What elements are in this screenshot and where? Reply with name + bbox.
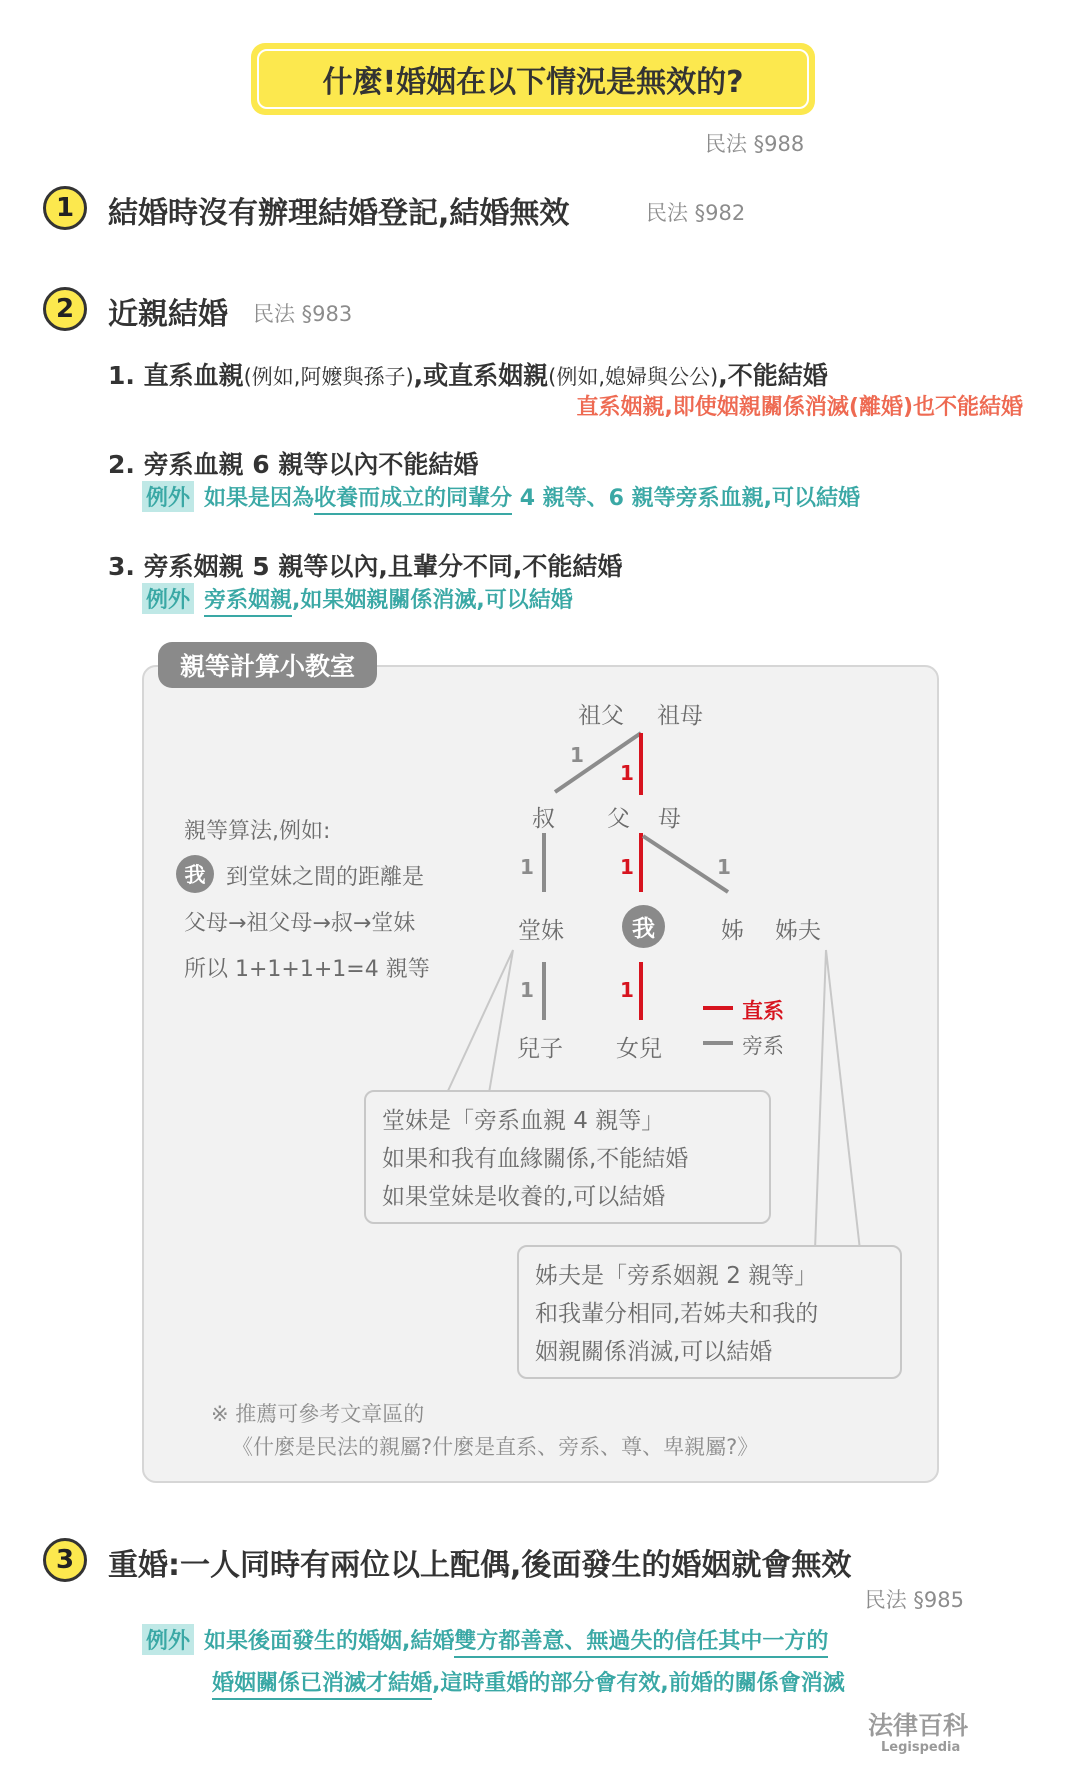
calc-title: 親等算法,例如: — [184, 819, 331, 844]
item-3: 3. 旁系姻親 5 親等以內,且輩分不同,不能結婚 — [108, 552, 623, 581]
exception-tag: 例外 — [142, 583, 194, 614]
tree-me: 我 — [622, 905, 665, 948]
s3-exc-l2a: 婚姻關係已消滅才結婚 — [212, 1671, 432, 1700]
brand-logo: 法律百科 — [868, 1711, 969, 1740]
tree-son: 兒子 — [517, 1036, 563, 1062]
item-2-exc-text-b: 收養而成立的同輩分 — [314, 486, 512, 515]
brand-subtitle: Legispedia — [881, 1740, 961, 1755]
item-3-exc-text-b: ,如果姻親關係消滅,可以結婚 — [292, 588, 573, 613]
note-1-pointer — [447, 950, 513, 1093]
line-parent-sister — [643, 836, 728, 892]
calc-line-3: 父母→祖父母→叔→堂妹 — [184, 911, 416, 936]
deg-grandparent-father: 1 — [620, 761, 634, 785]
section-3-number: 3 — [43, 1538, 87, 1582]
note-cousin-line-1: 堂妹是「旁系血親 4 親等」 — [382, 1108, 665, 1134]
tree-grandfather: 祖父 — [578, 703, 624, 729]
item-1-suffix: ,不能結婚 — [718, 361, 828, 390]
classroom-tab: 親等計算小教室 — [158, 642, 377, 688]
item-2-exc-text-a: 如果是因為 — [204, 486, 315, 511]
legend-collateral-label: 旁系 — [742, 1034, 784, 1058]
item-3-exc-text-a: 旁系姻親 — [204, 588, 292, 617]
item-1-paren-1: (例如,阿嬤與孫子) — [243, 365, 414, 389]
s3-exc-l1a: 如果後面發生的婚姻,結婚 — [204, 1629, 455, 1654]
s3-exc-l2b: ,這時重婚的部分會有效,前婚的關係會消滅 — [432, 1671, 845, 1696]
title-cite: 民法 §988 — [705, 132, 805, 156]
section-3-exception-line-2 — [212, 1666, 845, 1697]
calc-me-badge: 我 — [176, 855, 214, 893]
note-cousin-line-2: 如果和我有血緣關係,不能結婚 — [382, 1146, 689, 1172]
s3-exc-l1b: 雙方都善意、無過失的信任其中一方的 — [454, 1629, 828, 1658]
note-bil-line-2: 和我輩分相同,若姊夫和我的 — [535, 1301, 819, 1327]
deg-grandparent-uncle: 1 — [570, 743, 584, 767]
tree-cousin: 堂妹 — [518, 918, 564, 944]
item-1-prefix: 1. 直系血親 — [108, 361, 244, 390]
deg-cousin-son: 1 — [520, 978, 534, 1002]
calc-line-2: 到堂妹之間的距離是 — [226, 865, 425, 890]
deg-uncle-cousin: 1 — [520, 855, 534, 879]
calc-line-4: 所以 1+1+1+1=4 親等 — [184, 957, 430, 982]
section-1-cite: 民法 §982 — [646, 201, 746, 225]
section-2-number: 2 — [43, 287, 87, 331]
deg-parent-me: 1 — [620, 855, 634, 879]
tree-brother-in-law: 姊夫 — [775, 918, 821, 944]
section-3-exception-line-1 — [142, 1624, 828, 1655]
tree-mother: 母 — [658, 806, 681, 832]
note-2-pointer — [815, 950, 860, 1250]
section-2-heading: 近親結婚 — [108, 297, 228, 332]
legend-direct-label: 直系 — [742, 999, 784, 1023]
reference-article-link[interactable]: 《什麼是民法的親屬?什麼是直系、旁系、尊、卑親屬?》 — [232, 1435, 759, 1459]
section-3-heading: 重婚:一人同時有兩位以上配偶,後面發生的婚姻就會無效 — [108, 1548, 852, 1583]
note-cousin-line-3: 如果堂妹是收養的,可以結婚 — [382, 1184, 666, 1210]
page-title: 什麼!婚姻在以下情況是無效的? — [257, 49, 809, 109]
item-1-note: 直系姻親,即使姻親關係消滅(離婚)也不能結婚 — [576, 395, 1023, 420]
note-cousin — [364, 1090, 771, 1224]
section-3-cite: 民法 §985 — [864, 1588, 964, 1612]
item-1-paren-2: (例如,媳婦與公公) — [548, 365, 719, 389]
exception-tag: 例外 — [142, 1624, 194, 1655]
exception-tag: 例外 — [142, 481, 194, 512]
note-brother-in-law — [517, 1245, 902, 1379]
section-2-cite: 民法 §983 — [253, 302, 353, 326]
tree-father: 父 — [607, 806, 630, 832]
item-1-mid: ,或直系姻親 — [413, 361, 549, 390]
tree-sister: 姊 — [721, 918, 744, 944]
section-1-heading: 結婚時沒有辦理結婚登記,結婚無效 — [108, 196, 570, 231]
item-2-exc-text-c: 4 親等、6 親等旁系血親,可以結婚 — [512, 486, 860, 511]
deg-parent-sister: 1 — [717, 855, 731, 879]
tree-daughter: 女兒 — [616, 1036, 662, 1062]
reference-intro: ※ 推薦可參考文章區的 — [211, 1402, 425, 1426]
item-2: 2. 旁系血親 6 親等以內不能結婚 — [108, 450, 479, 479]
section-1-number: 1 — [43, 186, 87, 230]
tree-grandmother: 祖母 — [657, 703, 703, 729]
deg-me-daughter: 1 — [620, 978, 634, 1002]
note-bil-line-3: 姻親關係消滅,可以結婚 — [535, 1339, 773, 1365]
note-bil-line-1: 姊夫是「旁系姻親 2 親等」 — [535, 1263, 818, 1289]
tree-uncle: 叔 — [532, 806, 555, 832]
